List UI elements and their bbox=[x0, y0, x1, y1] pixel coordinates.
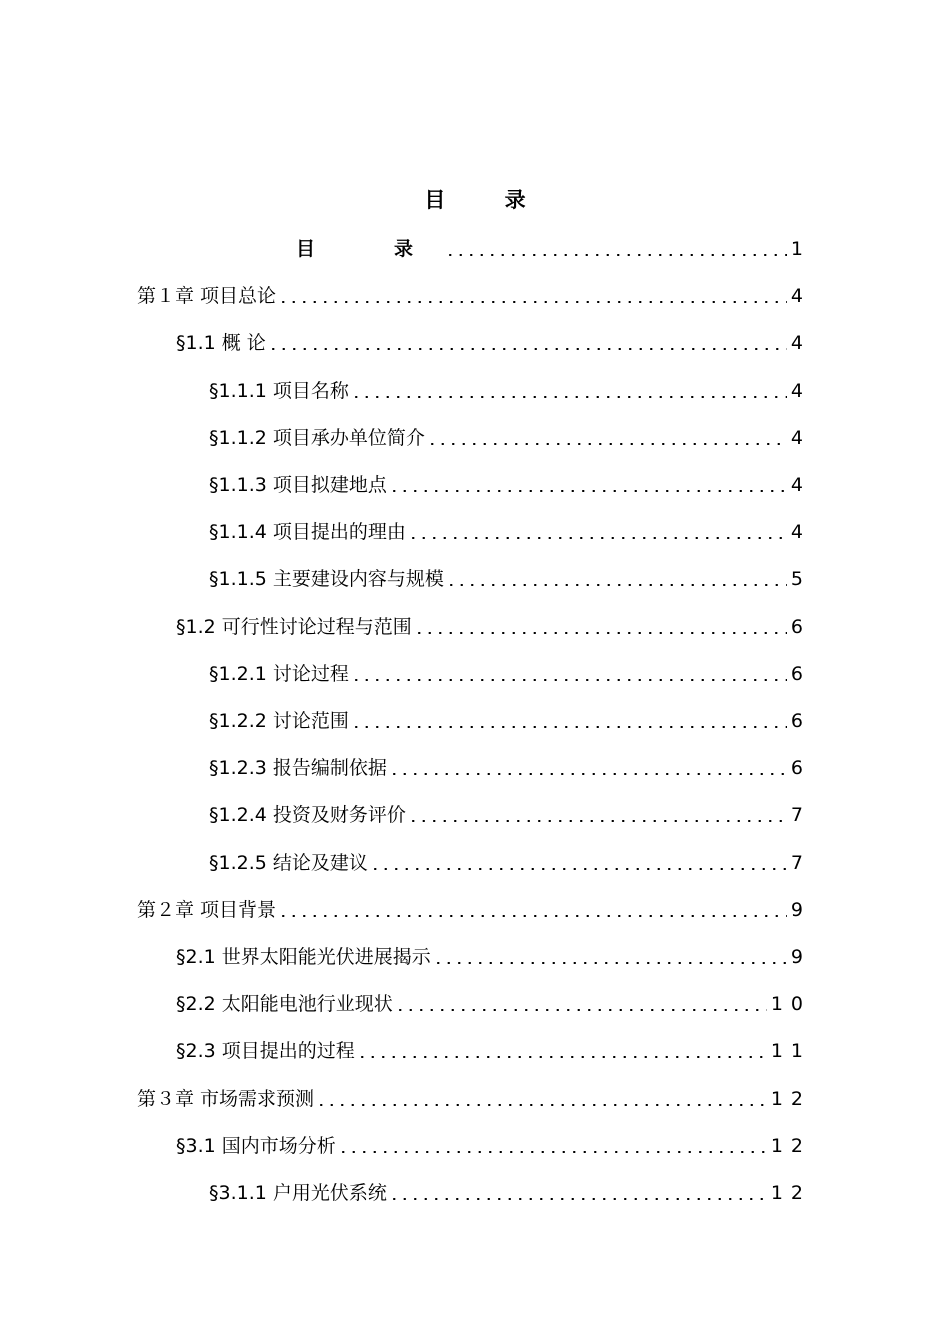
page-title: 目 录 bbox=[424, 188, 552, 212]
toc-entry-page-number: 11 bbox=[770, 1040, 811, 1062]
toc-entry-page-number: 4 bbox=[790, 380, 811, 402]
dot-leader bbox=[389, 490, 787, 492]
toc-entry-label: 第１章 项目总论 bbox=[137, 285, 277, 307]
toc-entry-label: §1.2.1 讨论过程 bbox=[209, 663, 349, 685]
toc-entry-label: §1.1.1 项目名称 bbox=[209, 380, 349, 402]
dot-leader bbox=[408, 820, 787, 822]
toc-entry[interactable] bbox=[209, 373, 811, 403]
toc-entry-label: §2.3 项目提出的过程 bbox=[176, 1040, 355, 1062]
toc-entry-label: §1.2.2 讨论范围 bbox=[209, 710, 349, 732]
dot-leader bbox=[370, 868, 787, 870]
toc-entry-page-number: 4 bbox=[790, 285, 811, 307]
dot-leader bbox=[351, 679, 787, 681]
toc-entry-label: §3.1 国内市场分析 bbox=[176, 1135, 336, 1157]
toc-entry[interactable] bbox=[209, 467, 811, 497]
toc-entry-page-number: 4 bbox=[790, 521, 811, 543]
toc-entry[interactable] bbox=[209, 656, 811, 686]
toc-entry-label: §1.2.4 投资及财务评价 bbox=[209, 804, 406, 826]
toc-entry[interactable] bbox=[296, 231, 811, 261]
toc-entry[interactable] bbox=[137, 892, 811, 922]
toc-entry-page-number: 9 bbox=[790, 946, 811, 968]
toc-entry-label: §1.1.2 项目承办单位简介 bbox=[209, 427, 425, 449]
dot-leader bbox=[316, 1104, 767, 1106]
toc-entry-label: §1.1.5 主要建设内容与规模 bbox=[209, 568, 444, 590]
dot-leader bbox=[427, 443, 787, 445]
dot-leader bbox=[338, 1151, 767, 1153]
toc-entry-label: §2.2 太阳能电池行业现状 bbox=[176, 993, 393, 1015]
dot-leader bbox=[278, 915, 787, 917]
toc-entry-label: 目 录 bbox=[296, 238, 444, 260]
toc-entry-page-number: 6 bbox=[790, 757, 811, 779]
dot-leader bbox=[268, 348, 787, 350]
dot-leader bbox=[414, 632, 787, 634]
dot-leader bbox=[278, 301, 787, 303]
toc-entry-page-number: 4 bbox=[790, 427, 811, 449]
toc-entry[interactable] bbox=[209, 420, 811, 450]
toc-entry-page-number: 12 bbox=[770, 1182, 811, 1204]
toc-entry-label: §1.1.4 项目提出的理由 bbox=[209, 521, 406, 543]
toc-entry-page-number: 7 bbox=[790, 804, 811, 826]
toc-entry-label: §1.2 可行性讨论过程与范围 bbox=[176, 616, 412, 638]
dot-leader bbox=[395, 1009, 767, 1011]
toc-entry-label: §1.1.3 项目拟建地点 bbox=[209, 474, 387, 496]
toc-entry[interactable] bbox=[209, 845, 811, 875]
dot-leader bbox=[357, 1056, 767, 1058]
toc-entry[interactable] bbox=[209, 561, 811, 591]
dot-leader bbox=[389, 773, 787, 775]
toc-entry[interactable] bbox=[137, 278, 811, 308]
toc-entry-page-number: 6 bbox=[790, 710, 811, 732]
toc-entry-page-number: 5 bbox=[790, 568, 811, 590]
toc-entry-page-number: 6 bbox=[790, 616, 811, 638]
toc-entry[interactable] bbox=[176, 1033, 811, 1063]
toc-entry-page-number: 9 bbox=[790, 899, 811, 921]
toc-entry-page-number: 12 bbox=[770, 1135, 811, 1157]
toc-entry[interactable] bbox=[209, 797, 811, 827]
toc-entry[interactable] bbox=[176, 325, 811, 355]
dot-leader bbox=[351, 396, 787, 398]
toc-entry-page-number: 4 bbox=[790, 474, 811, 496]
toc-entry-label: §1.1 概 论 bbox=[176, 332, 266, 354]
toc-entry[interactable] bbox=[209, 1175, 811, 1205]
toc-entry-page-number: 1 bbox=[790, 238, 811, 260]
dot-leader bbox=[351, 726, 787, 728]
dot-leader bbox=[445, 254, 787, 256]
toc-entry[interactable] bbox=[209, 514, 811, 544]
toc-entry[interactable] bbox=[209, 703, 811, 733]
toc-entry-page-number: 6 bbox=[790, 663, 811, 685]
toc-entry[interactable] bbox=[176, 939, 811, 969]
dot-leader bbox=[389, 1198, 767, 1200]
toc-entry[interactable] bbox=[137, 1081, 811, 1111]
toc-entry-page-number: 10 bbox=[770, 993, 811, 1015]
toc-entry[interactable] bbox=[176, 1128, 811, 1158]
dot-leader bbox=[446, 584, 787, 586]
toc-entry-label: §1.2.5 结论及建议 bbox=[209, 852, 368, 874]
toc-entry-page-number: 4 bbox=[790, 332, 811, 354]
toc-entry-label: §2.1 世界太阳能光伏进展揭示 bbox=[176, 946, 431, 968]
toc-entry[interactable] bbox=[209, 750, 811, 780]
dot-leader bbox=[433, 962, 787, 964]
toc-entry-page-number: 12 bbox=[770, 1088, 811, 1110]
toc-entry[interactable] bbox=[176, 986, 811, 1016]
toc-entry-page-number: 7 bbox=[790, 852, 811, 874]
toc-entry-label: 第３章 市场需求预测 bbox=[137, 1088, 315, 1110]
dot-leader bbox=[408, 537, 787, 539]
toc-entry-label: 第２章 项目背景 bbox=[137, 899, 277, 921]
toc-entry[interactable] bbox=[176, 609, 811, 639]
toc-entry-label: §3.1.1 户用光伏系统 bbox=[209, 1182, 387, 1204]
toc-entry-label: §1.2.3 报告编制依据 bbox=[209, 757, 387, 779]
